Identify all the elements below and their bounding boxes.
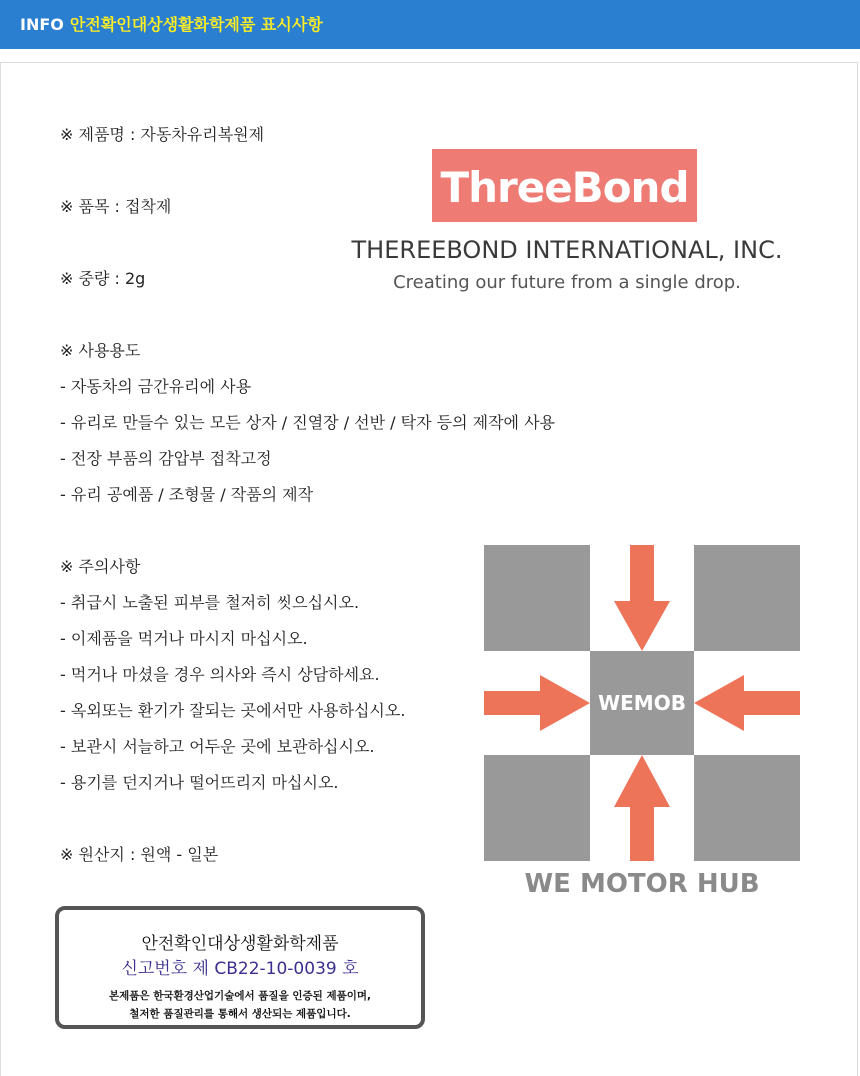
- caution-item: - 취급시 노출된 피부를 철저히 씻으십시오.: [60, 593, 360, 612]
- threebond-company-name: THEREEBOND INTERNATIONAL, INC.: [351, 236, 783, 264]
- origin-line: ※ 원산지 : 원액 - 일본: [60, 845, 219, 864]
- product-weight: ※ 중량 : 2g: [60, 269, 146, 288]
- product-name: ※ 제품명 : 자동차유리복원제: [60, 125, 265, 144]
- product-category: ※ 품목 : 접착제: [60, 197, 172, 216]
- wemob-logo: [484, 545, 800, 861]
- certificate-note: 철저한 품질관리를 통해서 생산되는 제품입니다.: [129, 1008, 351, 1020]
- certificate-note: 본제품은 한국환경산업기술에서 품질을 인증된 제품이며,: [108, 990, 372, 1002]
- certificate-title: 안전확인대상생활화학제품: [141, 934, 339, 954]
- caution-item: - 먹거나 마셨을 경우 의사와 즉시 상담하세요.: [60, 665, 380, 684]
- threebond-tagline: Creating our future from a single drop.: [393, 272, 741, 293]
- threebond-logo: [432, 149, 697, 222]
- logo-square: [484, 755, 590, 861]
- arrow-up-icon: [614, 755, 670, 861]
- caution-item: - 보관시 서늘하고 어두운 곳에 보관하십시오.: [60, 737, 375, 756]
- arrow-left-icon: [694, 675, 800, 731]
- logo-square: [694, 755, 800, 861]
- usage-heading: ※ 사용용도: [60, 341, 141, 360]
- usage-item: - 유리로 만들수 있는 모든 상자 / 진열장 / 선반 / 탁자 등의 제작에 사용: [60, 413, 556, 432]
- threebond-logo-text: ThreeBond: [440, 163, 689, 212]
- logo-square: [484, 545, 590, 651]
- cautions-heading: ※ 주의사항: [60, 557, 141, 576]
- usage-item: - 전장 부품의 감압부 접착고정: [60, 449, 272, 468]
- header-info-label: INFO: [20, 15, 64, 34]
- page-header: [0, 0, 860, 49]
- caution-item: - 용기를 던지거나 떨어뜨리지 마십시오.: [60, 773, 339, 792]
- arrow-right-icon: [484, 675, 590, 731]
- arrow-down-icon: [614, 545, 670, 651]
- certificate-report-number: 신고번호 제 CB22-10-0039 호: [121, 959, 359, 979]
- certificate-box: [55, 906, 425, 1029]
- header-title: 안전확인대상생활화학제품 표시사항: [69, 15, 323, 34]
- usage-item: - 유리 공예품 / 조형물 / 작품의 제작: [60, 485, 314, 504]
- caution-item: - 이제품을 먹거나 마시지 마십시오.: [60, 629, 308, 648]
- caution-item: - 옥외또는 환기가 잘되는 곳에서만 사용하십시오.: [60, 701, 406, 720]
- logo-square: [694, 545, 800, 651]
- usage-item: - 자동차의 금간유리에 사용: [60, 377, 252, 396]
- wemob-brand-name: WE MOTOR HUB: [524, 869, 760, 899]
- wemob-center-label: WEMOB: [598, 691, 686, 715]
- header-text: [20, 12, 323, 35]
